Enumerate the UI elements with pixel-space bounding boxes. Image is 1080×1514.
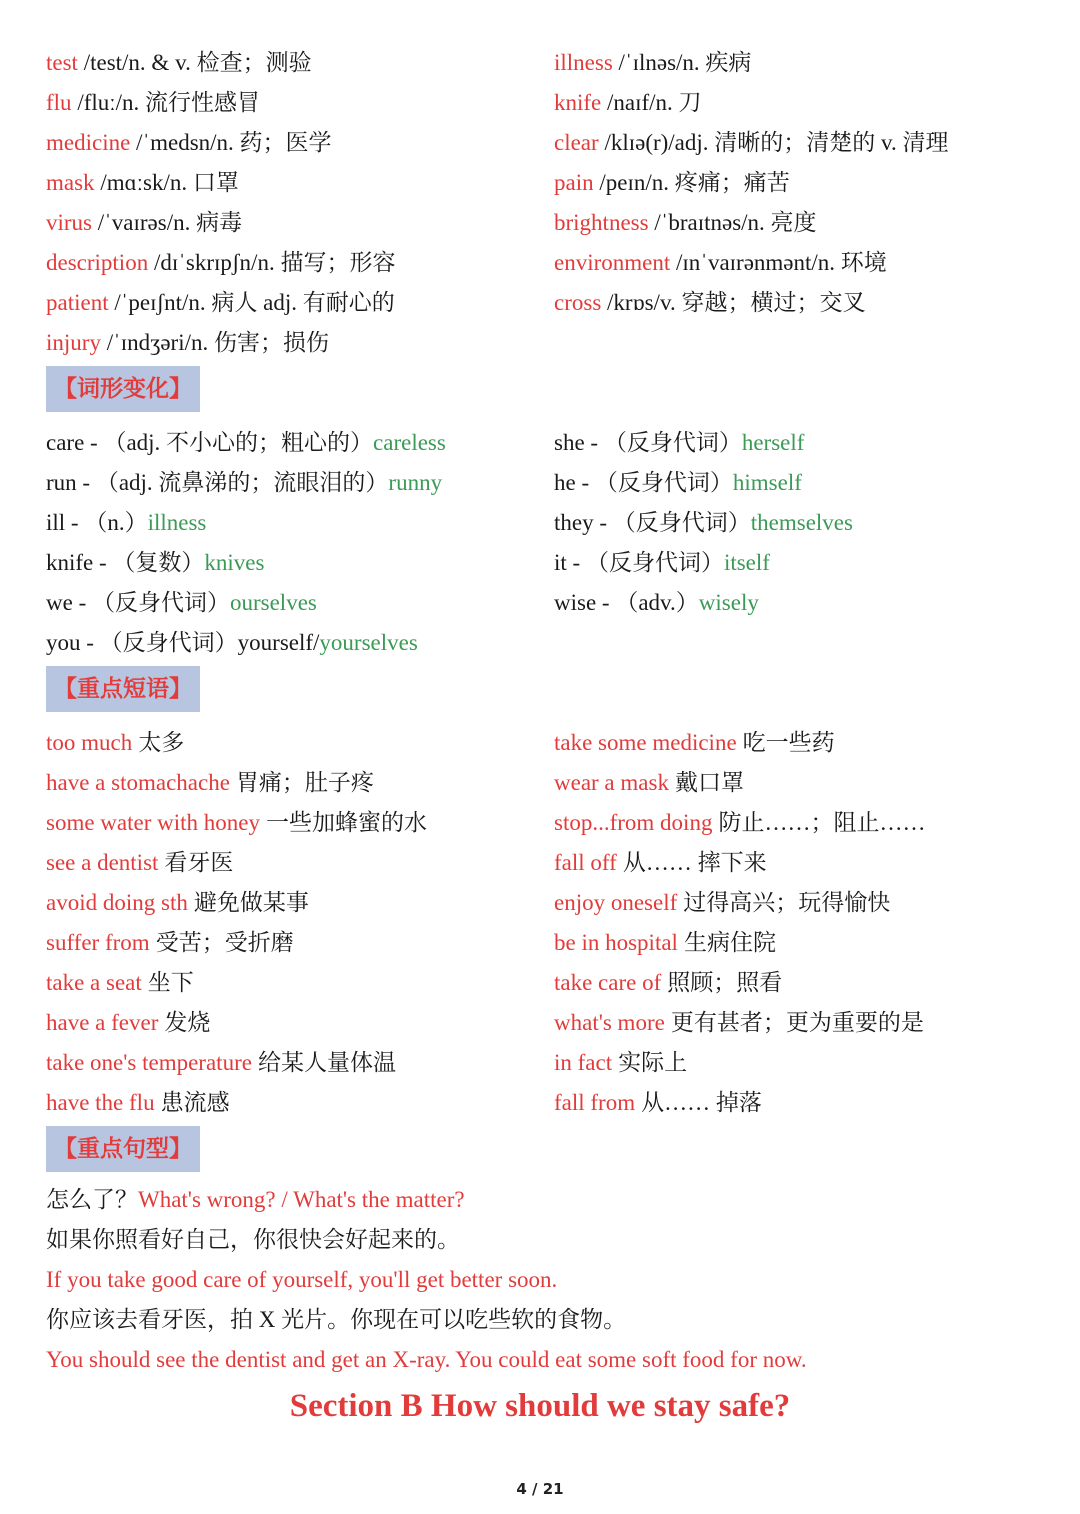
phrase-entry: [554, 884, 1046, 917]
vocab-entry: [46, 124, 554, 157]
vocab-definition: /ˈɪlnəs/n. 疾病: [612, 49, 752, 75]
vocab-definition: /klɪə(r)/adj. 清晰的；清楚的 v. 清理: [598, 129, 949, 155]
vocab-definition: /fluː/n. 流行性感冒: [71, 89, 261, 115]
word-form-base: she - （反身代词）: [554, 429, 742, 455]
word-form-base: it - （反身代词）: [554, 549, 724, 575]
sentence-line: [46, 1180, 1046, 1220]
phrase-english: what's more: [554, 1009, 665, 1035]
phrase-row: [46, 880, 1046, 920]
section-title: Section B How should we stay safe?: [289, 1388, 791, 1424]
phrase-entry: [46, 964, 554, 997]
vocab-definition: /ɪnˈvaɪrənmənt/n. 环境: [670, 249, 887, 275]
phrase-english: too much: [46, 729, 133, 755]
vocab-word: patient: [46, 289, 109, 315]
phrase-english: see a dentist: [46, 849, 159, 875]
word-form-entry: [554, 464, 1046, 497]
word-form-entry: [554, 504, 1046, 537]
vocab-entry: [46, 244, 554, 277]
phrase-chinese: 看牙医: [164, 849, 234, 875]
phrase-entry: [554, 804, 1046, 837]
phrase-row: [46, 960, 1046, 1000]
phrase-chinese: 太多: [138, 729, 185, 755]
vocab-definition: /naɪf/n. 刀: [601, 89, 702, 115]
vocab-entry: [46, 204, 554, 237]
phrase-english: enjoy oneself: [554, 889, 678, 915]
phrase-chinese: 避免做某事: [193, 889, 309, 915]
word-forms-list: [46, 420, 1046, 660]
phrase-row: [46, 1000, 1046, 1040]
sentences-list: [46, 1180, 1046, 1380]
word-form-entry: [46, 584, 554, 617]
phrase-entry: [554, 844, 1046, 877]
phrase-chinese: 吃一些药: [742, 729, 835, 755]
word-form-entry: [554, 584, 1046, 617]
phrase-entry: [46, 1044, 554, 1077]
vocab-definition: /ˈvaɪrəs/n. 病毒: [92, 209, 243, 235]
phrase-chinese: 实际上: [618, 1049, 688, 1075]
phrase-entry: [46, 884, 554, 917]
sentence-chinese: 怎么了？: [46, 1187, 138, 1212]
phrase-chinese: 过得高兴；玩得愉快: [683, 889, 891, 915]
phrase-chinese: 胃痛；肚子疼: [235, 769, 374, 795]
phrase-entry: [554, 1044, 1046, 1077]
vocab-entry: [554, 84, 1046, 117]
word-form-entry: [554, 424, 1046, 457]
word-form-result: itself: [723, 549, 770, 575]
vocab-definition: /peɪn/n. 疼痛；痛苦: [593, 169, 790, 195]
phrase-chinese: 受苦；受折磨: [155, 929, 294, 955]
phrase-entry: [554, 924, 1046, 957]
sentence-english: You should see the dentist and get an X-ray. You could eat some soft food for now.: [46, 1347, 807, 1372]
vocab-entry: [46, 284, 554, 317]
phrase-entry: [46, 844, 554, 877]
vocab-word: flu: [46, 89, 72, 115]
vocab-word: clear: [554, 129, 599, 155]
vocab-definition: /ˈpeɪʃnt/n. 病人 adj. 有耐心的: [108, 289, 395, 315]
word-form-entry: [46, 464, 554, 497]
vocab-row: [46, 240, 1046, 280]
vocab-word: medicine: [46, 129, 131, 155]
sentence-chinese: 如果你照看好自己，你很快会好起来的。: [46, 1227, 460, 1252]
vocab-entry: [554, 284, 1046, 317]
sentence-chinese: 你应该去看牙医，拍 X 光片。你现在可以吃些软的食物。: [46, 1307, 627, 1332]
vocab-definition: /ˈmedsn/n. 药；医学: [130, 129, 332, 155]
vocab-row: [46, 280, 1046, 320]
vocab-definition: /test/n. & v. 检查；测验: [77, 49, 312, 75]
sentence-english: If you take good care of yourself, you'll get better soon.: [46, 1267, 558, 1292]
phrase-english: suffer from: [46, 929, 150, 955]
vocab-entry: [554, 244, 1046, 277]
vocab-entry: [554, 44, 1046, 77]
phrase-english: be in hospital: [554, 929, 678, 955]
phrase-english: have a fever: [46, 1009, 159, 1035]
word-form-base: wise - （adv.）: [554, 589, 699, 615]
word-form-base: he - （反身代词）: [554, 469, 733, 495]
phrase-english: in fact: [554, 1049, 613, 1075]
phrase-entry: [46, 924, 554, 957]
phrase-entry: [46, 1004, 554, 1037]
phrase-chinese: 生病住院: [683, 929, 776, 955]
vocab-word: mask: [46, 169, 95, 195]
phrase-entry: [554, 1004, 1046, 1037]
phrase-row: [46, 920, 1046, 960]
phrase-entry: [554, 964, 1046, 997]
word-form-base: care - （adj. 不小心的；粗心的）: [46, 429, 374, 455]
word-form-result: wisely: [698, 589, 759, 615]
phrase-chinese: 戴口罩: [674, 769, 744, 795]
phrase-chinese: 防止……；阻止……: [718, 809, 926, 835]
vocab-list: [46, 40, 1046, 360]
vocab-word: brightness: [554, 209, 649, 235]
word-form-result: himself: [732, 469, 802, 495]
phrase-chinese: 一些加蜂蜜的水: [265, 809, 427, 835]
word-form-result: yourselves: [319, 629, 418, 655]
phrase-entry: [554, 1084, 1046, 1117]
vocab-entry: [46, 84, 554, 117]
phrase-row: [46, 800, 1046, 840]
word-form-base: run - （adj. 流鼻涕的；流眼泪的）: [46, 469, 389, 495]
word-form-base: you - （反身代词）yourself/: [46, 629, 320, 655]
phrase-entry: [46, 724, 554, 757]
phrase-english: take care of: [554, 969, 662, 995]
vocab-row: [46, 160, 1046, 200]
phrase-entry: [46, 1084, 554, 1117]
word-form-result: illness: [147, 509, 207, 535]
phrase-chinese: 更有甚者；更为重要的是: [670, 1009, 924, 1035]
phrase-english: some water with honey: [46, 809, 260, 835]
word-form-row: [46, 620, 1046, 660]
section-tag-word-forms: 【词形变化】: [46, 366, 200, 412]
phrase-entry: [46, 804, 554, 837]
vocab-entry: [46, 164, 554, 197]
vocab-definition: /dɪˈskrɪpʃn/n. 描写；形容: [148, 249, 396, 275]
phrase-english: take some medicine: [554, 729, 737, 755]
phrase-english: take a seat: [46, 969, 142, 995]
phrase-chinese: 从…… 摔下来: [622, 849, 767, 875]
section-tag-phrases: 【重点短语】: [46, 666, 200, 712]
phrase-english: fall off: [554, 849, 617, 875]
word-form-result: careless: [373, 429, 446, 455]
vocab-row: [46, 320, 1046, 360]
vocab-definition: /ˈbraɪtnəs/n. 亮度: [648, 209, 817, 235]
phrase-entry: [554, 764, 1046, 797]
vocab-row: [46, 40, 1046, 80]
vocab-definition: /ˈɪndʒəri/n. 伤害；损伤: [100, 329, 329, 355]
vocab-word: pain: [554, 169, 594, 195]
phrase-english: fall from: [554, 1089, 636, 1115]
word-form-entry: [554, 544, 1046, 577]
word-form-row: [46, 540, 1046, 580]
vocab-definition: /mɑːsk/n. 口罩: [94, 169, 239, 195]
phrase-english: take one's temperature: [46, 1049, 252, 1075]
word-form-row: [46, 420, 1046, 460]
vocab-word: knife: [554, 89, 602, 115]
phrase-chinese: 给某人量体温: [257, 1049, 396, 1075]
word-form-row: [46, 580, 1046, 620]
vocab-entry: [554, 164, 1046, 197]
vocab-word: test: [46, 49, 78, 75]
vocab-word: description: [46, 249, 149, 275]
phrase-row: [46, 840, 1046, 880]
word-form-base: we - （反身代词）: [46, 589, 230, 615]
word-form-base: they - （反身代词）: [554, 509, 751, 535]
word-form-result: knives: [204, 549, 265, 575]
word-form-row: [46, 460, 1046, 500]
word-form-result: themselves: [750, 509, 853, 535]
phrases-list: [46, 720, 1046, 1120]
word-form-entry: [46, 624, 554, 657]
vocab-row: [46, 120, 1046, 160]
vocab-word: illness: [554, 49, 613, 75]
word-form-row: [46, 500, 1046, 540]
sentence-english: What's wrong? / What's the matter?: [138, 1187, 465, 1212]
phrase-english: stop...from doing: [554, 809, 713, 835]
page-indicator: 4 / 21: [516, 1480, 564, 1498]
phrase-english: avoid doing sth: [46, 889, 188, 915]
phrase-row: [46, 1080, 1046, 1120]
word-form-entry: [46, 544, 554, 577]
phrase-entry: [554, 724, 1046, 757]
phrase-chinese: 发烧: [164, 1009, 211, 1035]
word-form-base: ill - （n.）: [46, 509, 148, 535]
vocab-row: [46, 200, 1046, 240]
section-tag-sentences: 【重点句型】: [46, 1126, 200, 1172]
word-form-result: ourselves: [229, 589, 317, 615]
word-form-entry: [46, 504, 554, 537]
vocab-word: injury: [46, 329, 101, 355]
vocab-word: environment: [554, 249, 671, 275]
phrase-english: have a stomachache: [46, 769, 230, 795]
phrase-chinese: 从…… 掉落: [641, 1089, 762, 1115]
phrase-chinese: 坐下: [147, 969, 194, 995]
vocab-definition: /krɒs/v. 穿越；横过；交叉: [601, 289, 866, 315]
phrase-english: have the flu: [46, 1089, 155, 1115]
phrase-english: wear a mask: [554, 769, 669, 795]
vocab-entry: [554, 124, 1046, 157]
word-form-result: herself: [741, 429, 805, 455]
phrase-chinese: 患流感: [160, 1089, 230, 1115]
vocab-row: [46, 80, 1046, 120]
phrase-row: [46, 720, 1046, 760]
word-form-result: runny: [388, 469, 443, 495]
phrase-chinese: 照顾；照看: [667, 969, 783, 995]
word-form-base: knife - （复数）: [46, 549, 205, 575]
word-form-entry: [46, 424, 554, 457]
phrase-row: [46, 1040, 1046, 1080]
vocab-entry: [46, 324, 554, 357]
vocab-entry: [554, 204, 1046, 237]
vocab-word: cross: [554, 289, 602, 315]
phrase-entry: [46, 764, 554, 797]
phrase-row: [46, 760, 1046, 800]
vocab-word: virus: [46, 209, 92, 235]
vocab-entry: [46, 44, 554, 77]
